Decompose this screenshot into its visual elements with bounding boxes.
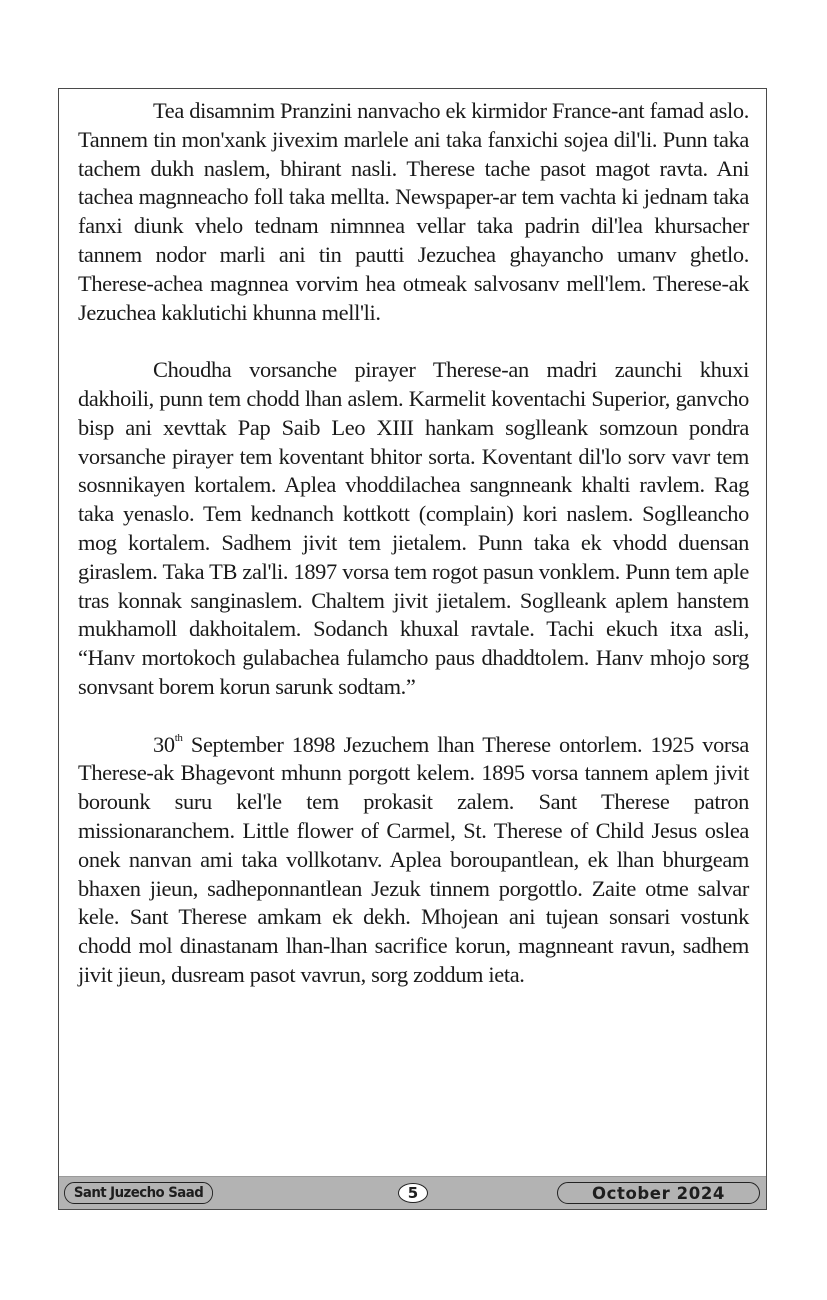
- page-number-badge: 5: [398, 1183, 428, 1203]
- paragraph-carmel-entry: Choudha vorsanche pirayer Therese-an madri zaunchi khuxi dakhoili, punn tem chodd lhan aslem. Karmelit koventachi Superior, ganvcho bisp ani xevttak Pap Saib Leo XIII hankam soglleank somzoun pondra vorsanche pirayer tem koventant bhitor sorta. Koventant dil'lo sorv vavr tem sosnnikayen kortalem. Aplea vhoddilachea sangnneank khalti ravlem. Rag taka yenaslo. Tem kednanch kottkott (complain) kori naslem. Soglleancho mog kortalem. Sadhem jivit tem jietalem. Punn taka ek vhodd duensan giraslem. Taka TB zal'li. 1897 vorsa tem rogot pasun vonklem. Punn tem aple tras konnak sanginaslem. Chaltem jivit jietalem. Soglleank aplem hanstem mukhamoll dakhoitalem. Sodanch khuxal ravtale. Tachi ekuch itxa asli, “Hanv mortokoch gulabachea fulamcho paus dhaddtolem. Hanv mhojo sorg sonvsant borem korun sarunk sodtam.”: [78, 357, 749, 699]
- page-frame: [58, 88, 767, 1210]
- paragraph-pranzini: Tea disamnim Pranzini nanvacho ek kirmidor France-ant famad aslo. Tannem tin mon'xank jivexim marlele ani taka fanxichi sojea dil'li. Punn taka tachem dukh naslem, bhirant nasli. Therese tache pasot magot ravta. Ani tachea magnneacho foll taka mellta. Newspaper-ar tem vachta ki jednam taka fanxi diunk vhelo tednam nimnnea vellar taka padrin dil'lea khursacher tannem nodor marli ani tin pautti Jezuchea ghayancho umanv ghetlo. Therese-achea magnnea vorvim hea otmeak salvosanv mell'lem. Therese-ak Jezuchea kaklutichi khunna mell'li.: [78, 98, 749, 325]
- paragraph-death-canonization: [78, 731, 749, 990]
- paragraph-text: September 1898 Jezuchem lhan Therese ontorlem. 1925 vorsa Therese-ak Bhagevont mhunn porgott kelem. 1895 vorsa tannem aplem jivit borounk suru kel'le tem prokasit zalem. Sant Therese patron missionaranchem. Little flower of Carmel, St. Therese of Child Jesus oslea onek nanvan ami taka vollkotanv. Aplea boroupantlean, ek lhan bhurgeam bhaxen jieun, sadheponnantlean Jezuk tinnem porgottlo. Zaite otme salvar kele. Sant Therese amkam ek dekh. Mhojean ani tujean sonsari vostunk chodd mol dinastanam lhan-lhan sacrifice korun, magnneant ravun, sadhem jivit jieun, dusream pasot vavrun, sorg zoddum ieta.: [78, 731, 749, 987]
- footer-bar: [59, 1176, 766, 1209]
- publication-name-badge: Sant Juzecho Saad: [64, 1182, 213, 1204]
- issue-date-badge: October 2024: [557, 1182, 760, 1204]
- date-number: 30: [153, 731, 175, 757]
- date-ordinal-suffix: th: [174, 732, 183, 745]
- article-body: [78, 97, 749, 1019]
